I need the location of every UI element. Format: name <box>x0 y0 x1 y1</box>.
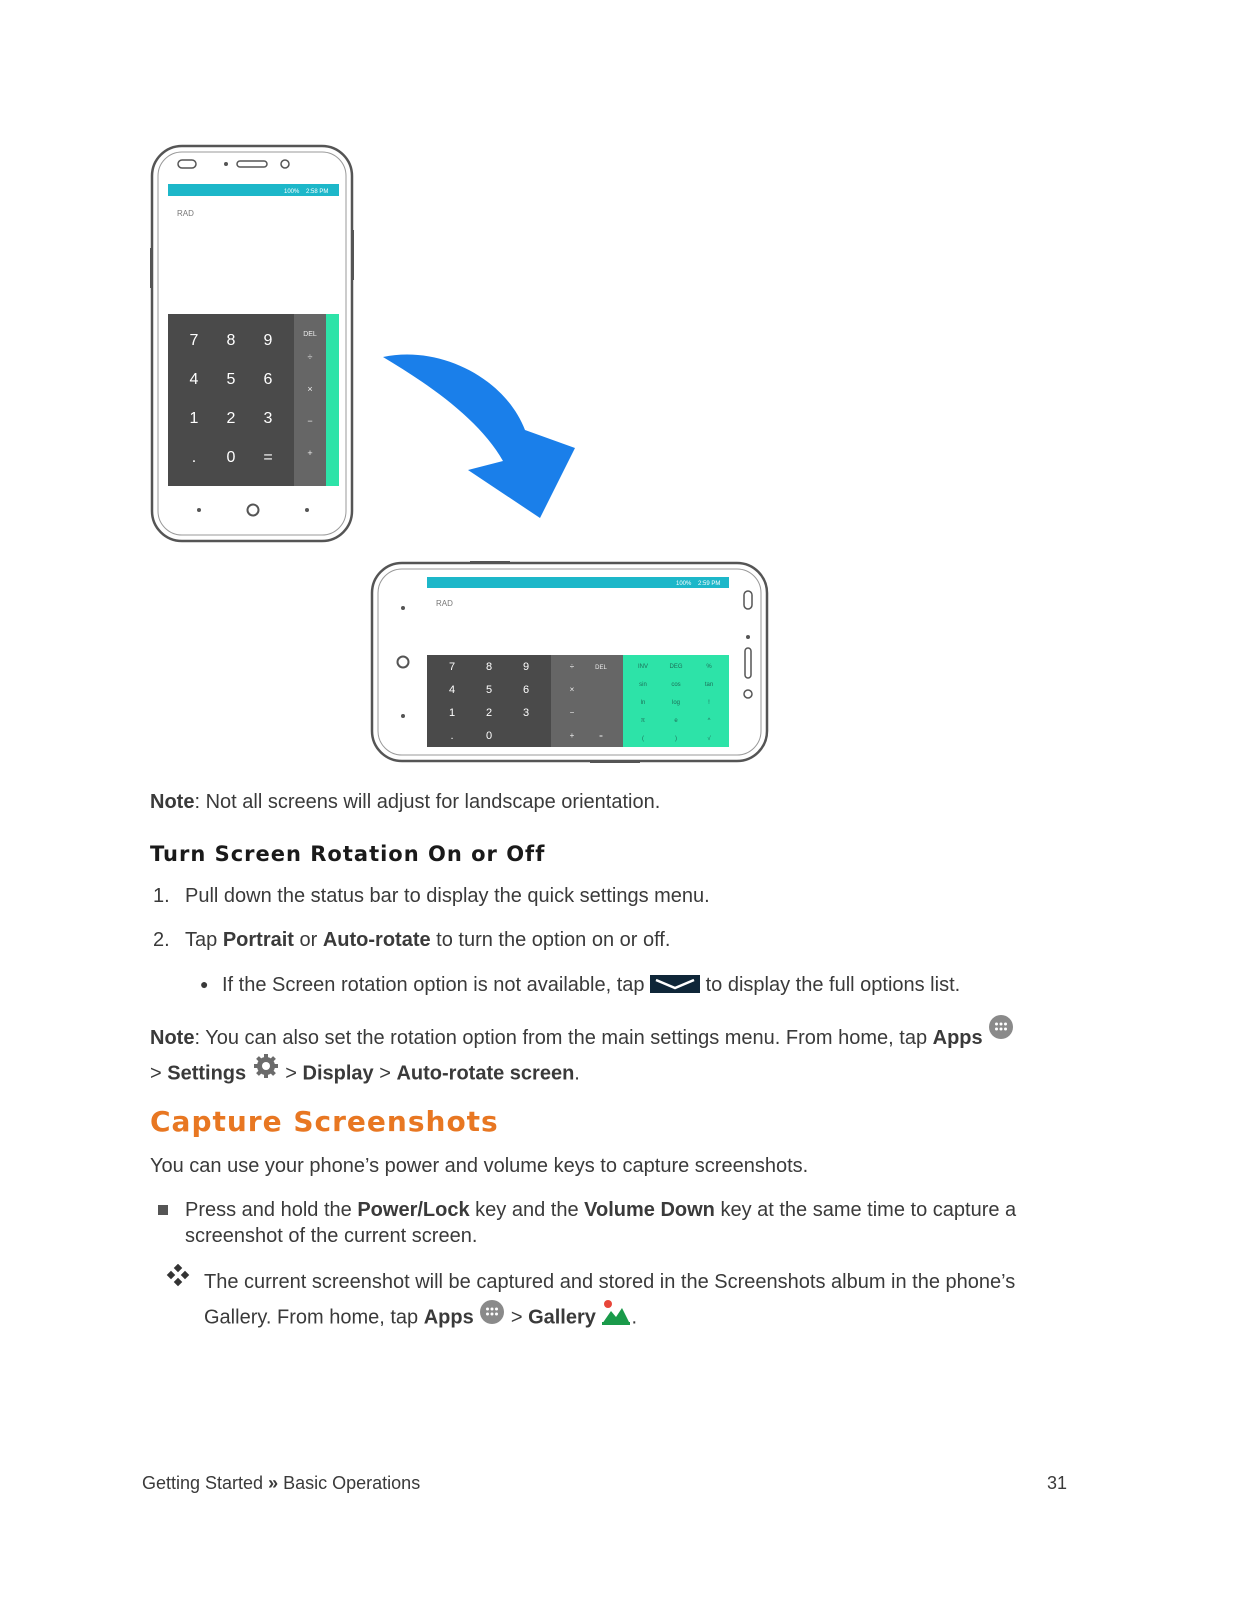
apps-icon <box>479 1299 505 1325</box>
calc-key: 4 <box>189 371 199 388</box>
calc-key: 4 <box>448 684 456 696</box>
calc-sci-key: INV <box>637 664 649 670</box>
landscape-status-time: 2:59 PM <box>698 581 721 587</box>
expand-chevron-icon <box>650 975 700 993</box>
calc-op-key: + <box>307 448 313 458</box>
portrait-label: Portrait <box>222 929 294 951</box>
step-1 <box>153 883 170 909</box>
calc-key: 7 <box>189 332 199 349</box>
landscape-status-battery: 100% <box>676 581 692 587</box>
note-landscape <box>150 789 660 815</box>
calc-key: 2 <box>485 707 493 719</box>
gallery-label: Gallery <box>528 1306 596 1329</box>
calc-sci-key: cos <box>671 682 681 688</box>
bullet-expand <box>200 972 208 999</box>
step-1-text: Pull down the status bar to display the quick settings menu. <box>185 885 710 907</box>
calc-op-key: DEL <box>303 331 317 338</box>
calc-op-key: DEL <box>595 665 607 671</box>
calc-key: 9 <box>263 332 273 349</box>
landscape-phone <box>372 561 767 763</box>
instruction-line2: screenshot of the current screen. <box>185 1225 478 1247</box>
display-label: Display <box>302 1062 374 1085</box>
step-2-post: to turn the option on or off. <box>430 929 671 951</box>
calc-sci-key: π <box>640 718 646 724</box>
rotation-illustration <box>0 0 1237 780</box>
note-text: : Not all screens will adjust for landscape orientation. <box>194 791 661 813</box>
calc-key: . <box>450 730 454 742</box>
period: . <box>631 1306 638 1329</box>
settings-gear-icon <box>252 1052 280 1080</box>
footer-arrows-icon: » <box>268 1473 279 1493</box>
calc-key: 0 <box>485 730 493 742</box>
calc-sci-key: ! <box>708 700 710 706</box>
separator: > <box>279 1062 303 1085</box>
calc-sci-key: DEG <box>669 664 683 670</box>
calc-key: 9 <box>522 661 530 673</box>
note-settings-line2 <box>150 1060 580 1088</box>
calc-op-key: = <box>599 734 603 740</box>
calc-key: 6 <box>263 371 273 388</box>
note-text: : You can also set the rotation option from the main settings menu. From home, tap <box>194 1027 933 1049</box>
note-label: Note <box>150 791 195 813</box>
step-2-mid: or <box>293 929 323 951</box>
settings-label: Settings <box>167 1062 247 1085</box>
calc-sci-key: √ <box>707 736 711 742</box>
calc-key: . <box>191 449 197 466</box>
calc-op-key: ÷ <box>569 662 575 671</box>
calc-key: 3 <box>522 707 530 719</box>
calc-key: 5 <box>226 371 236 388</box>
note-settings <box>150 1025 1070 1052</box>
calc-op-key: × <box>569 685 575 694</box>
calc-sci-key: ) <box>675 736 677 742</box>
auto-rotate-label: Auto-rotate <box>322 929 431 951</box>
tip-pre: Gallery. From home, tap <box>204 1306 424 1329</box>
rotate-arrow-icon <box>383 355 575 518</box>
calc-key: 0 <box>226 449 236 466</box>
calc-sci-key: log <box>671 700 681 706</box>
separator: > <box>505 1306 529 1329</box>
calc-op-key: + <box>569 731 575 740</box>
screenshots-intro: You can use your phone’s power and volume keys to capture screenshots. <box>150 1155 809 1177</box>
tip-line1: The current screenshot will be captured and stored in the Screenshots album in the phone’s <box>204 1271 1016 1293</box>
page-number: 31 <box>1047 1473 1068 1493</box>
power-lock-label: Power/Lock <box>357 1199 470 1221</box>
instruction-mid: key and the <box>469 1199 585 1221</box>
step-number: 1. <box>153 885 170 907</box>
calc-key: 2 <box>226 410 236 427</box>
volume-down-label: Volume Down <box>584 1199 715 1221</box>
calc-op-key: × <box>307 384 313 394</box>
bullet-expand-text <box>222 972 960 998</box>
calc-sci-key: tan <box>704 682 714 688</box>
tip-diamonds-icon <box>166 1264 190 1288</box>
landscape-mode-label: RAD <box>436 599 453 608</box>
calc-key: 7 <box>448 661 456 673</box>
portrait-phone <box>150 146 354 541</box>
screenshot-instruction <box>185 1197 1085 1249</box>
period: . <box>574 1062 580 1085</box>
portrait-status-battery: 100% <box>284 189 300 195</box>
instruction-pre: Press and hold the <box>185 1199 358 1221</box>
calc-op-key: − <box>569 708 575 717</box>
step-2-text <box>185 927 670 953</box>
auto-rotate-screen-label: Auto-rotate screen <box>396 1062 575 1085</box>
section-title-rotation: Turn Screen Rotation On or Off <box>150 842 546 866</box>
apps-label: Apps <box>423 1306 474 1329</box>
calc-key: 1 <box>448 707 456 719</box>
bullet-post: to display the full options list. <box>700 974 961 996</box>
calc-op-key: ÷ <box>307 352 313 362</box>
calc-op-key: − <box>307 416 313 426</box>
footer-chapter: Getting Started <box>142 1473 264 1493</box>
calc-sci-key: ^ <box>707 718 711 724</box>
calc-sci-key: ( <box>642 736 644 742</box>
portrait-mode-label: RAD <box>177 209 194 218</box>
calc-sci-key: % <box>706 664 712 670</box>
square-bullet-icon <box>158 1205 168 1215</box>
calc-key: 3 <box>263 410 273 427</box>
separator: > <box>150 1062 168 1085</box>
calc-key: 8 <box>485 661 493 673</box>
calc-key: = <box>263 449 273 466</box>
screenshot-tip <box>204 1269 1104 1332</box>
calc-key: 5 <box>485 684 493 696</box>
calc-key: 1 <box>189 410 199 427</box>
note-label: Note <box>150 1027 195 1049</box>
calc-sci-key: ln <box>640 700 646 706</box>
calc-sci-key: e <box>674 718 678 724</box>
separator: > <box>373 1062 397 1085</box>
footer-section: Basic Operations <box>283 1473 421 1493</box>
calc-sci-key: sin <box>639 682 647 688</box>
calc-key: 8 <box>226 332 236 349</box>
gallery-icon <box>601 1298 631 1326</box>
footer-breadcrumb <box>142 1473 420 1494</box>
instruction-post: key at the same time to capture a <box>714 1199 1017 1221</box>
bullet-dot-icon: ● <box>200 976 209 992</box>
section-title-screenshots: Capture Screenshots <box>150 1105 499 1138</box>
apps-label: Apps <box>932 1027 983 1049</box>
step-2-pre: Tap <box>185 929 223 951</box>
bullet-pre: If the Screen rotation option is not available, tap <box>222 974 651 996</box>
apps-icon <box>988 1014 1014 1040</box>
portrait-status-time: 2:58 PM <box>306 189 329 195</box>
step-number: 2. <box>153 929 170 951</box>
calc-key: 6 <box>522 684 530 696</box>
step-2 <box>153 927 170 953</box>
